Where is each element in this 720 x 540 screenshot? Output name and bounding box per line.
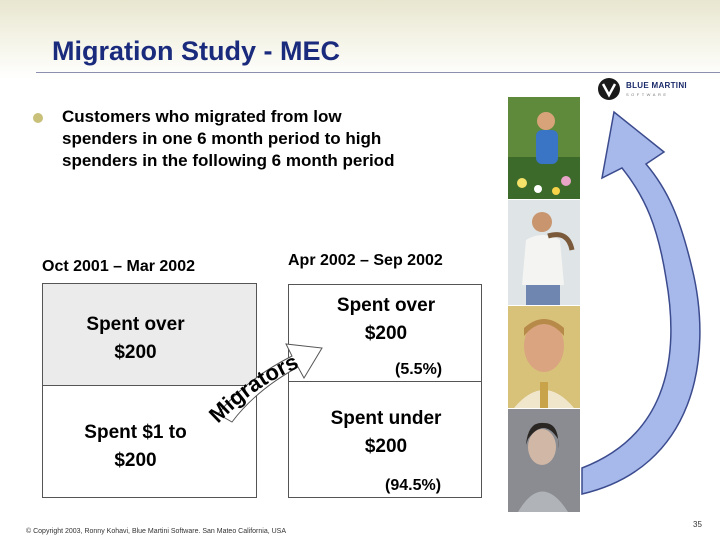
box-line: $200 — [114, 342, 157, 363]
right-top-percentage: (5.5%) — [395, 361, 443, 378]
box-line: Spent over — [86, 314, 185, 335]
woman-portrait-photo — [508, 409, 580, 512]
logo-text: BLUE MARTINI — [626, 81, 687, 90]
right-bottom-percentage: (94.5%) — [385, 477, 442, 494]
slide-title: Migration Study - MEC — [52, 36, 340, 66]
page-number: 35 — [693, 520, 702, 529]
man-portrait-photo — [508, 306, 580, 408]
arrow-shape — [582, 112, 700, 494]
logo-icon — [598, 78, 620, 100]
bullet-line: Customers who migrated from low — [62, 107, 342, 126]
bullet-text — [62, 106, 472, 172]
footer-copyright: © Copyright 2003, Ronny Kohavi, Blue Martini Software. San Mateo California, USA — [26, 528, 287, 535]
upward-curved-arrow — [574, 98, 720, 506]
box-line: Spent under — [330, 408, 442, 429]
right-period-label: Apr 2002 – Sep 2002 — [288, 252, 443, 269]
bullet-icon — [33, 113, 43, 123]
box-line: $200 — [364, 436, 408, 457]
bullet-line: spenders in the following 6 month period — [62, 151, 395, 170]
migrators-arrow — [200, 318, 330, 428]
title-divider — [36, 72, 720, 73]
box-line: $200 — [114, 450, 157, 471]
migrators-label: Migrators — [203, 348, 302, 428]
man-in-white-shirt-photo — [508, 200, 580, 305]
left-period-label: Oct 2001 – Mar 2002 — [42, 258, 195, 275]
bullet-line: spenders in one 6 month period to high — [62, 129, 382, 148]
logo-subtext: SOFTWARE — [626, 92, 669, 97]
box-line: Spent $1 to — [84, 422, 187, 443]
box-line: $200 — [364, 323, 408, 344]
box-line: Spent over — [336, 295, 436, 316]
woman-in-garden-photo — [508, 97, 580, 199]
